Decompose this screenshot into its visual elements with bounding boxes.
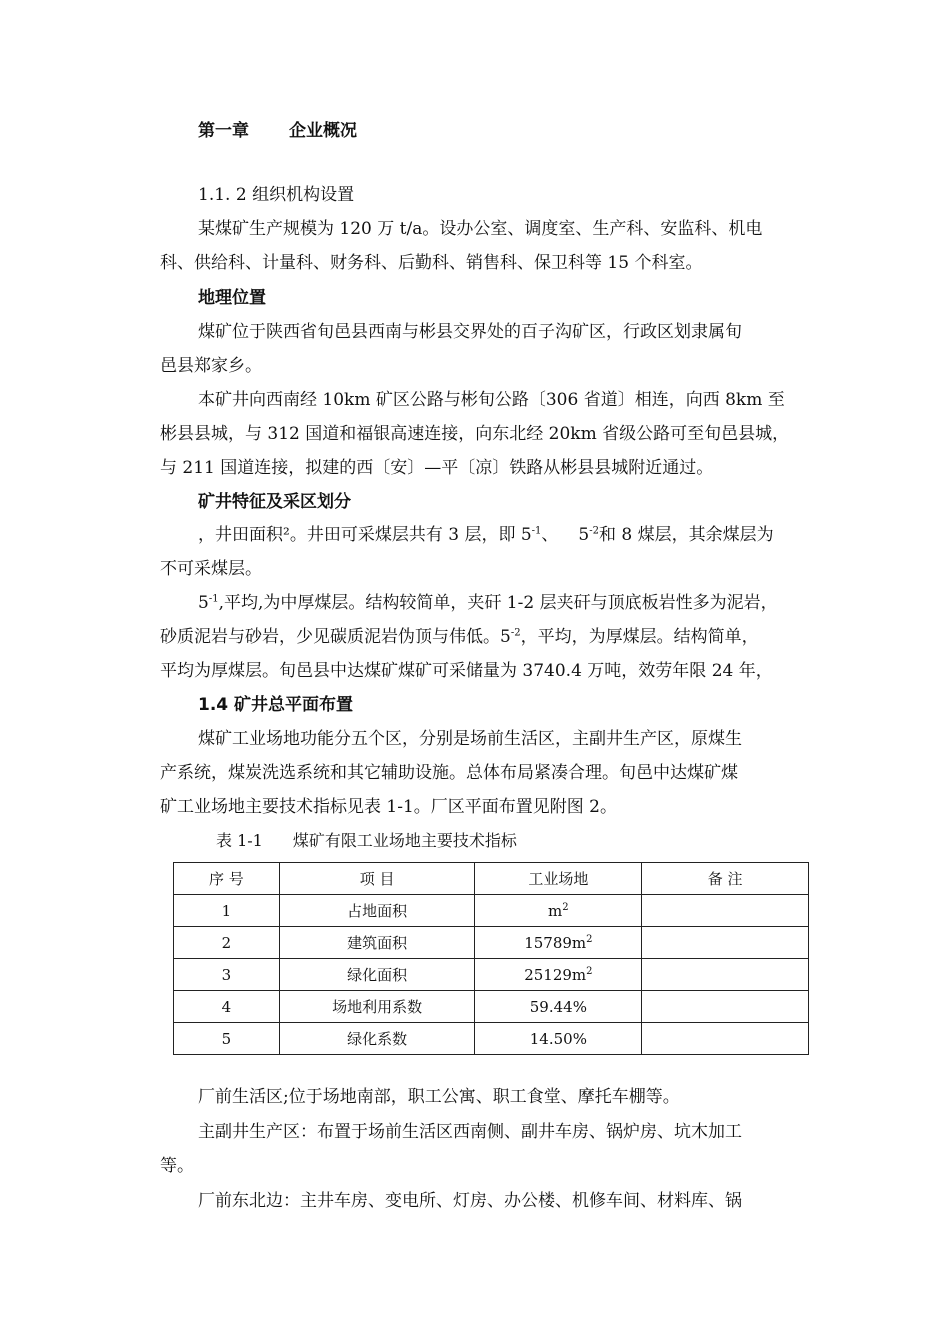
chapter-title xyxy=(198,116,357,141)
table-cell-value: $m^2$ xyxy=(475,895,642,927)
section-heading-mine: 矿井特征及采区划分 xyxy=(198,492,351,512)
table-cell-no: 5 xyxy=(174,1023,280,1055)
table-caption-title: 煤矿有限工业场地主要技术指标 xyxy=(292,831,517,850)
table-cell-item: 占地面积 xyxy=(279,895,475,927)
table-cell-note xyxy=(642,959,809,991)
table-row xyxy=(174,895,809,927)
section-heading-org: 1.1. 2 组织机构设置 xyxy=(198,185,355,205)
paragraph-line: 主副井生产区：布置于场前生活区西南侧、副井车房、锅炉房、坑木加工 xyxy=(198,1122,742,1142)
table-cell-item: 建筑面积 xyxy=(279,927,475,959)
table-row xyxy=(174,927,809,959)
table-cell-value: $15789m^2$ xyxy=(475,927,642,959)
table-header-cell: 工业场地 xyxy=(475,863,642,895)
table-cell-note xyxy=(642,895,809,927)
paragraph-line: 煤矿位于陕西省旬邑县西南与彬县交界处的百子沟矿区，行政区划隶属旬 xyxy=(198,322,742,342)
table-cell-note xyxy=(642,1023,809,1055)
table-header-row xyxy=(174,863,809,895)
paragraph-line: 等。 xyxy=(160,1156,194,1176)
paragraph-line: 本矿井向西南经 10km 矿区公路与彬旬公路〔306 省道〕相连，向西 8km 至 xyxy=(198,390,785,410)
table-cell-item: 场地利用系数 xyxy=(279,991,475,1023)
table-cell-no: 1 xyxy=(174,895,280,927)
table-row xyxy=(174,991,809,1023)
table-caption-number: 表 1-1 xyxy=(216,831,263,850)
table-cell-note xyxy=(642,991,809,1023)
paragraph-line: 产系统，煤炭洗选系统和其它辅助设施。总体布局紧凑合理。旬邑中达煤矿煤 xyxy=(160,763,738,783)
table-row xyxy=(174,959,809,991)
paragraph-line: 彬县县城，与 312 国道和福银高速连接，向东北经 20km 省级公路可至旬邑县城， xyxy=(160,424,790,444)
chapter-name: 企业概况 xyxy=(289,121,357,141)
chapter-number: 第一章 xyxy=(198,121,249,141)
paragraph-line: 与 211 国道连接，拟建的西〔安〕—平〔凉〕铁路从彬县县城附近通过。 xyxy=(160,458,714,478)
paragraph-line: 平均为厚煤层。旬邑县中达煤矿煤矿可采储量为 3740.4 万吨，效劳年限 24 年， xyxy=(160,661,773,681)
paragraph-line: 厂前东北边：主井车房、变电所、灯房、办公楼、机修车间、材料库、锅 xyxy=(198,1191,742,1211)
paragraph-line: $5^{-1}$,平均,为中厚煤层。结构较简单，夹矸 1-2 层夹矸与顶底板岩性多为泥岩， xyxy=(198,593,778,613)
paragraph-line: 科、供给科、计量科、财务科、后勤科、销售科、保卫科等 15 个科室。 xyxy=(160,253,703,273)
table-cell-no: 4 xyxy=(174,991,280,1023)
section-heading-layout: 1.4 矿井总平面布置 xyxy=(198,695,354,715)
section-heading-geo: 地理位置 xyxy=(198,288,266,308)
table-cell-value: 59.44% xyxy=(475,991,642,1023)
table-header-cell: 序 号 xyxy=(174,863,280,895)
paragraph-line: 矿工业场地主要技术指标见表 1-1。厂区平面布置见附图 2。 xyxy=(160,797,617,817)
table-cell-note xyxy=(642,927,809,959)
paragraph-line: 煤矿工业场地功能分五个区，分别是场前生活区，主副井生产区，原煤生 xyxy=(198,729,742,749)
paragraph-line: 邑县郑家乡。 xyxy=(160,356,262,376)
technical-indicators-table xyxy=(173,862,809,1055)
paragraph-line: ，井田面积²。井田可采煤层共有 3 层，即 $5^{-1}$、 $5^{-2}$和 8 煤层，其余煤层为 xyxy=(198,525,774,545)
paragraph-line: 不可采煤层。 xyxy=(160,559,262,579)
table-cell-no: 3 xyxy=(174,959,280,991)
table-cell-item: 绿化面积 xyxy=(279,959,475,991)
paragraph-line: 厂前生活区;位于场地南部，职工公寓、职工食堂、摩托车棚等。 xyxy=(198,1087,680,1107)
table-row xyxy=(174,1023,809,1055)
table-header-cell: 项 目 xyxy=(279,863,475,895)
paragraph-line: 某煤矿生产规模为 120 万 t/a。设办公室、调度室、生产科、安监科、机电 xyxy=(198,219,763,239)
table-caption xyxy=(216,828,517,851)
table-header-cell: 备 注 xyxy=(642,863,809,895)
table-cell-item: 绿化系数 xyxy=(279,1023,475,1055)
paragraph-line: 砂质泥岩与砂岩，少见碳质泥岩伪顶与伟低。$5^{-2}$，平均，为厚煤层。结构简单， xyxy=(160,627,759,647)
table-cell-value: 14.50% xyxy=(475,1023,642,1055)
table-cell-no: 2 xyxy=(174,927,280,959)
table-cell-value: $25129m^2$ xyxy=(475,959,642,991)
